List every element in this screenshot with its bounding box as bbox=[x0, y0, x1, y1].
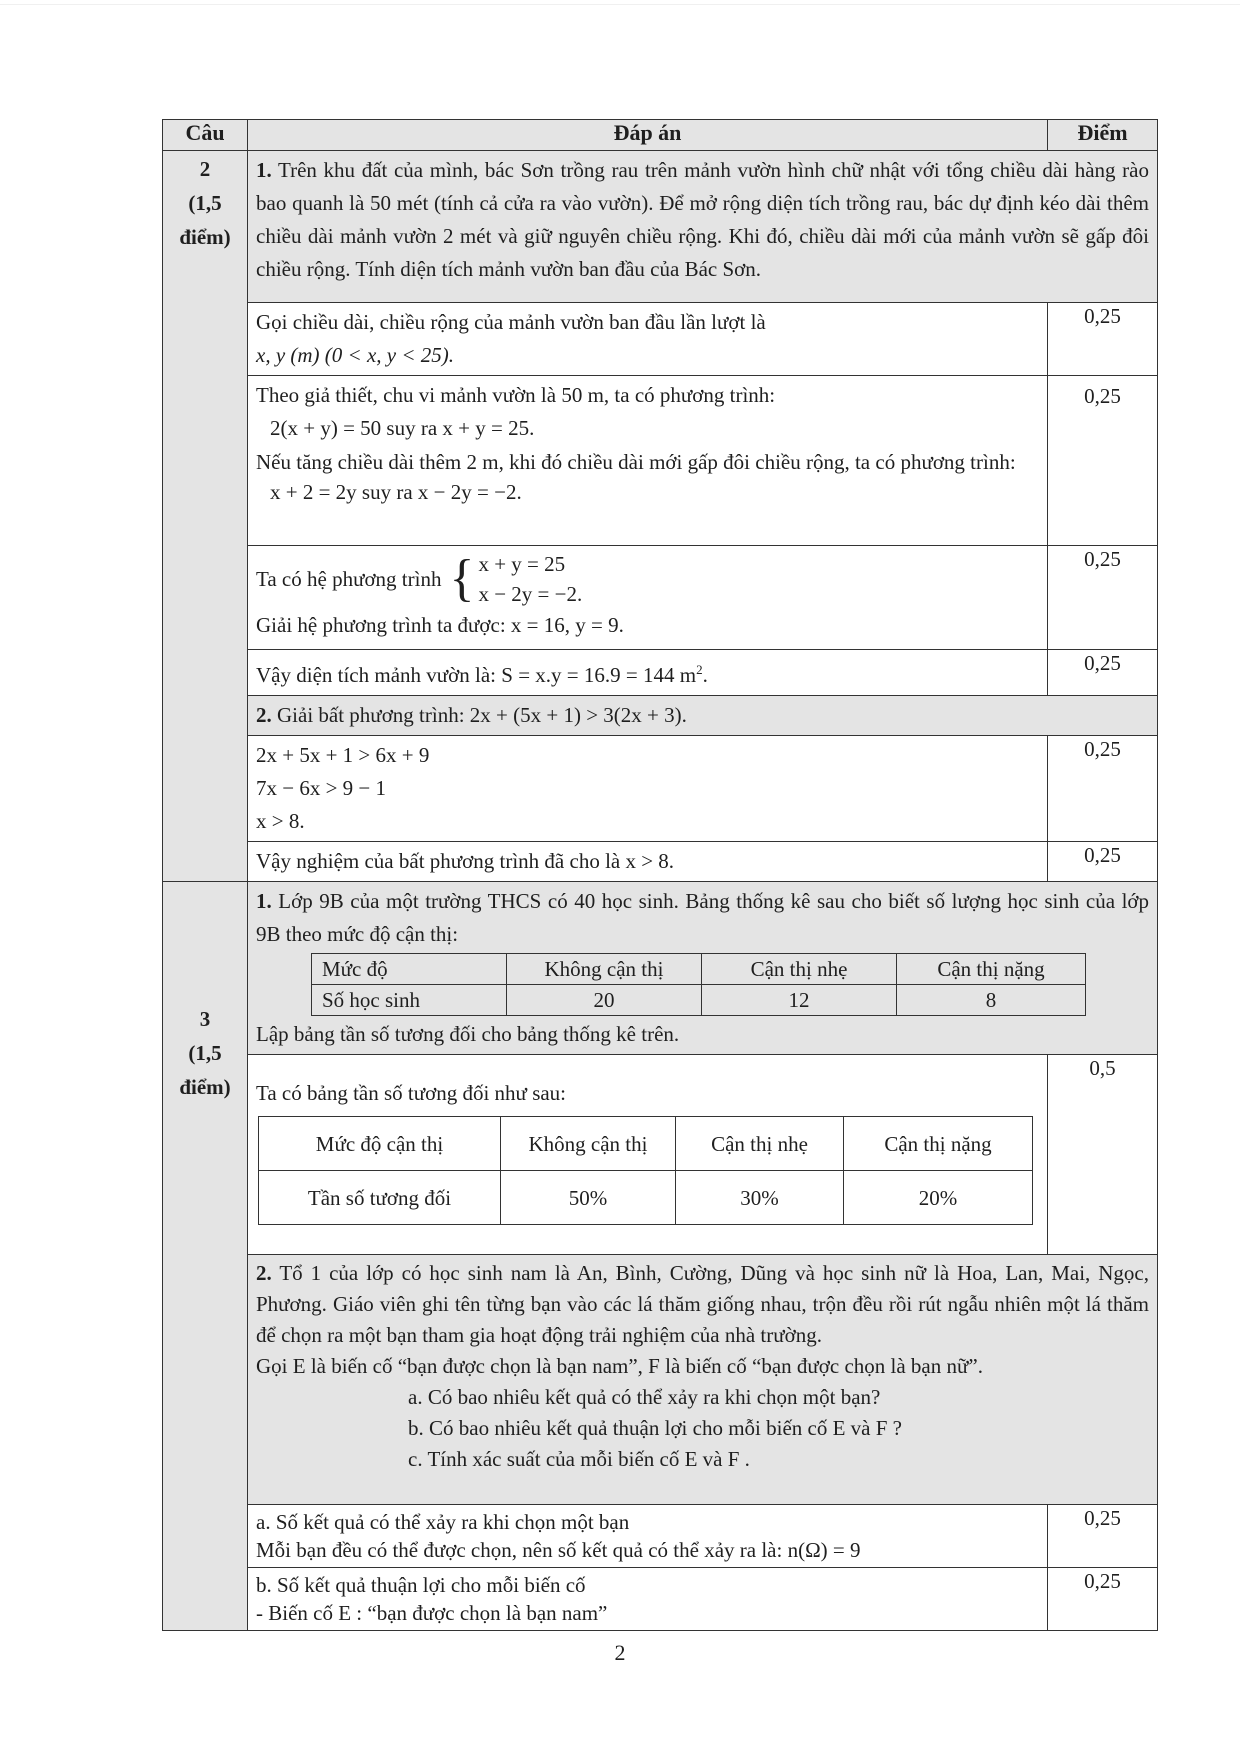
q2-part1-question bbox=[248, 151, 1158, 303]
q3-number: 3 bbox=[199, 1007, 211, 1031]
table-header-row bbox=[163, 120, 1158, 151]
q3-part2-events: Gọi E là biến cố “bạn được chọn là bạn nam”, F là biến cố “bạn được chọn là bạn nữ”. bbox=[256, 1354, 983, 1378]
q2-label bbox=[163, 151, 248, 882]
q2-eq1: x + y = 25 bbox=[478, 552, 566, 576]
q2-step3 bbox=[248, 546, 1048, 650]
q3-step-a-row bbox=[163, 1505, 1158, 1568]
stats-cell: 8 bbox=[897, 985, 1086, 1016]
q3-part2-text: Tổ 1 của lớp có học sinh nam là An, Bình, Cường, Dũng và học sinh nữ là Hoa, Lan, Mai, Ngọc, Phương. Giáo viên ghi tên từng bạn vào các lá thăm giống nhau, trộn đều rồi rút ngẫu nhiên một lá thăm để chọn ra một bạn tham gia hoạt động trải nghiệm của nhà trường. bbox=[256, 1261, 1149, 1347]
q2-step2-row bbox=[163, 376, 1158, 546]
q2-step6-row bbox=[163, 842, 1158, 882]
q2-part2-question bbox=[248, 696, 1158, 736]
stats-cell: Số học sinh bbox=[312, 985, 507, 1016]
frequency-cell: Cận thị nặng bbox=[844, 1117, 1033, 1171]
q2-step2 bbox=[248, 376, 1048, 546]
q2-step1-line1: Gọi chiều dài, chiều rộng của mảnh vườn ban đầu lần lượt là bbox=[256, 310, 766, 334]
stats-cell: Mức độ bbox=[312, 954, 507, 985]
q3-part2-paragraph bbox=[256, 1258, 1149, 1351]
q3-step-b-points: 0,25 bbox=[1048, 1568, 1158, 1631]
page-edge-line bbox=[0, 4, 1240, 5]
q2-part1-num: 1. bbox=[256, 158, 272, 182]
q2-number: 2 bbox=[199, 157, 211, 181]
q2-step4-points: 0,25 bbox=[1048, 650, 1158, 696]
frequency-cell: 50% bbox=[501, 1171, 676, 1225]
stats-cell: 12 bbox=[702, 985, 897, 1016]
q2-part2-num: 2. bbox=[256, 703, 272, 727]
q2-step2-line1: Theo giả thiết, chu vi mảnh vườn là 50 m, ta có phương trình: bbox=[256, 383, 776, 407]
q3-part2-c: c. Tính xác suất của mỗi biến cố E và F . bbox=[408, 1447, 750, 1471]
q2-step4 bbox=[248, 650, 1048, 696]
frequency-cell: Không cận thị bbox=[501, 1117, 676, 1171]
q3-part2-row bbox=[163, 1255, 1158, 1505]
q3-step1 bbox=[248, 1055, 1048, 1255]
frequency-cell: Mức độ cận thị bbox=[259, 1117, 501, 1171]
q2-step3-row bbox=[163, 546, 1158, 650]
q2-step5-points: 0,25 bbox=[1048, 736, 1158, 842]
q2-step1-line2: x, y (m) (0 < x, y < 25). bbox=[256, 343, 455, 367]
q3-part2-a: a. Có bao nhiêu kết quả có thể xảy ra khi chọn một bạn? bbox=[408, 1385, 881, 1409]
q3-part1-text: Lớp 9B của một trường THCS có 40 học sinh. Bảng thống kê sau cho biết số lượng học sinh của lớp 9B theo mức độ cận thị: bbox=[256, 889, 1150, 946]
q3-step1-intro: Ta có bảng tần số tương đối như sau: bbox=[256, 1081, 567, 1105]
stats-cell: 20 bbox=[507, 985, 702, 1016]
stats-cell: Cận thị nhẹ bbox=[702, 954, 897, 985]
brace-icon: { bbox=[449, 550, 475, 607]
q2-part2-row bbox=[163, 696, 1158, 736]
q2-eq2: x − 2y = −2. bbox=[478, 582, 583, 606]
q3-part2-question bbox=[248, 1255, 1158, 1505]
frequency-table bbox=[258, 1116, 1033, 1225]
q3-unit: điểm) bbox=[179, 1075, 231, 1099]
q2-step5-line2: 7x − 6x > 9 − 1 bbox=[256, 776, 387, 800]
stats-cell: Cận thị nặng bbox=[897, 954, 1086, 985]
q2-area-text: Vậy diện tích mảnh vườn là: S = x.y = 16.9 = 144 m bbox=[256, 663, 697, 687]
q2-points: (1,5 bbox=[188, 191, 222, 215]
q2-step4-row bbox=[163, 650, 1158, 696]
q3-step-b-line1: b. Số kết quả thuận lợi cho mỗi biến cố bbox=[256, 1573, 586, 1597]
q2-step3-solution: Giải hệ phương trình ta được: x = 16, y = 9. bbox=[256, 613, 624, 637]
page-number: 2 bbox=[614, 1640, 626, 1665]
q2-step2-points: 0,25 bbox=[1048, 376, 1158, 546]
frequency-row-2 bbox=[259, 1171, 1033, 1225]
q2-step5 bbox=[248, 736, 1048, 842]
q3-label bbox=[163, 882, 248, 1631]
header-diem: Điểm bbox=[1048, 120, 1158, 151]
frequency-cell: 20% bbox=[844, 1171, 1033, 1225]
header-dap-an: Đáp án bbox=[248, 120, 1048, 151]
stats-row-1 bbox=[312, 954, 1086, 985]
q3-part2-b: b. Có bao nhiêu kết quả thuận lợi cho mỗi biến cố E và F ? bbox=[408, 1416, 903, 1440]
frequency-cell: 30% bbox=[676, 1171, 844, 1225]
q3-step-b-row bbox=[163, 1568, 1158, 1631]
q2-step5-line3: x > 8. bbox=[256, 809, 305, 833]
frequency-cell: Cận thị nhẹ bbox=[676, 1117, 844, 1171]
q2-area-end: . bbox=[702, 663, 708, 687]
answer-table bbox=[162, 119, 1158, 1631]
q2-step6: Vậy nghiệm của bất phương trình đã cho là x > 8. bbox=[248, 842, 1048, 882]
q2-step2-line4: x + 2 = 2y suy ra x − 2y = −2. bbox=[270, 480, 522, 504]
header-cau: Câu bbox=[163, 120, 248, 151]
frequency-cell: Tần số tương đối bbox=[259, 1171, 501, 1225]
q3-points: (1,5 bbox=[188, 1041, 222, 1065]
q3-step-b bbox=[248, 1568, 1048, 1631]
q3-part1-row bbox=[163, 882, 1158, 1055]
q2-system-label: Ta có hệ phương trình bbox=[256, 566, 442, 591]
q2-step1-row bbox=[163, 303, 1158, 376]
q2-step1-points: 0,25 bbox=[1048, 303, 1158, 376]
q3-part1-question bbox=[248, 882, 1158, 1055]
q2-step3-points: 0,25 bbox=[1048, 546, 1158, 650]
q3-step1-points: 0,5 bbox=[1048, 1055, 1158, 1255]
q3-step1-row bbox=[163, 1055, 1158, 1255]
q2-system bbox=[256, 549, 1039, 609]
q2-step1 bbox=[248, 303, 1048, 376]
q3-step-a-line2: Mỗi bạn đều có thể được chọn, nên số kết quả có thể xảy ra là: n(Ω) = 9 bbox=[256, 1538, 861, 1562]
q2-area-sup: 2 bbox=[696, 662, 703, 677]
frequency-row-1 bbox=[259, 1117, 1033, 1171]
stats-table bbox=[311, 953, 1086, 1016]
q3-step-b-line2: - Biến cố E : “bạn được chọn là bạn nam” bbox=[256, 1601, 608, 1625]
q2-step2-line2: 2(x + y) = 50 suy ra x + y = 25. bbox=[270, 416, 535, 440]
q2-system-equations bbox=[478, 549, 582, 609]
q2-step5-line1: 2x + 5x + 1 > 6x + 9 bbox=[256, 743, 430, 767]
q2-part2-text: Giải bất phương trình: 2x + (5x + 1) > 3(2x + 3). bbox=[277, 703, 687, 727]
q2-step2-line3: Nếu tăng chiều dài thêm 2 m, khi đó chiều dài mới gấp đôi chiều rộng, ta có phương trình: bbox=[256, 450, 1016, 474]
q3-part1-task: Lập bảng tần số tương đối cho bảng thống kê trên. bbox=[256, 1022, 680, 1046]
q3-part2-num: 2. bbox=[256, 1261, 272, 1285]
stats-cell: Không cận thị bbox=[507, 954, 702, 985]
q3-step-a-line1: a. Số kết quả có thể xảy ra khi chọn một bạn bbox=[256, 1510, 630, 1534]
q2-unit: điểm) bbox=[179, 225, 231, 249]
q2-part1-row bbox=[163, 151, 1158, 303]
q2-step6-points: 0,25 bbox=[1048, 842, 1158, 882]
q3-step-a-points: 0,25 bbox=[1048, 1505, 1158, 1568]
q2-step5-row bbox=[163, 736, 1158, 842]
stats-row-2 bbox=[312, 985, 1086, 1016]
q3-part1-num: 1. bbox=[256, 889, 272, 913]
q2-part1-text: Trên khu đất của mình, bác Sơn trồng rau trên mảnh vườn hình chữ nhật với tổng chiều dài hàng rào bao quanh là 50 mét (tính cả cửa ra vào vườn). Để mở rộng diện tích trồng rau, bác dự định kéo dài thêm chiều dài mảnh vườn 2 mét và giữ nguyên chiều rộng. Khi đó, chiều dài mới của mảnh vườn sẽ gấp đôi chiều rộng. Tính diện tích mảnh vườn ban đầu của Bác Sơn. bbox=[256, 158, 1149, 281]
q3-step-a bbox=[248, 1505, 1048, 1568]
